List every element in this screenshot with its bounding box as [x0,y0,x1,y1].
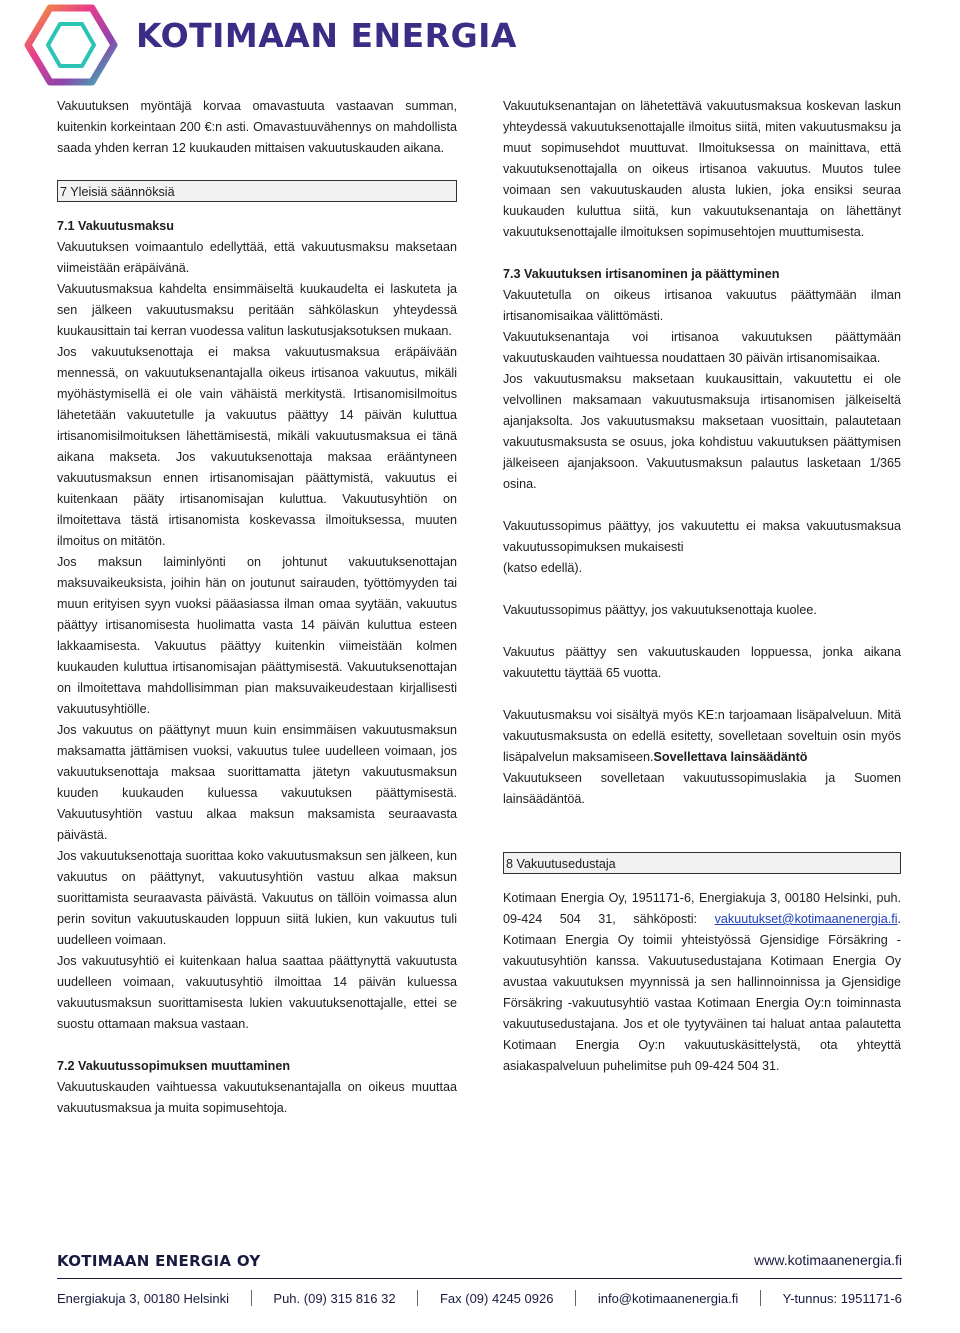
paragraph: Jos vakuutuksenottaja suorittaa koko vakuutusmaksun sen jälkeen, kun vakuutus on päättynyt, vakuutusyhtiön vastuu alkaa maksun suorittamista seuraavasta päivästä. Vakuutus on tällöin voimassa alun perin sovitun vakuutuskauden loppuun siitä lukien, kun vakuutus tuli uudelleen voimaan. [57,849,457,947]
right-column [503,96,901,1077]
section-8-heading: 8 Vakuutusedustaja [503,852,901,874]
paragraph: Jos vakuutusyhtiö ei kuitenkaan halua saattaa päättynyttä vakuutusta uudelleen voimaan, vakuutusyhtiö ilmoittaa 14 päivän kuluessa vakuutusmaksun suorittamisesta lukien vakuutuksenottajalle, ettei se suostu ottamaan maksua vastaan. [57,954,457,1031]
brand-logo-icon [22,2,120,88]
section-7-1-heading: 7.1 Vakuutusmaksu [57,219,174,233]
paragraph-text: Kotimaan Energia Oy, 1951171-6, Energiakuja 3, 00180 Helsinki, puh. 09-424 504 31, sähköposti: [503,891,901,926]
footer-separator [417,1290,418,1306]
left-column [57,96,457,1119]
footer-company-name: KOTIMAAN ENERGIA OY [57,1252,261,1270]
paragraph [503,705,901,768]
footer-separator [251,1290,252,1306]
footer-fax: Fax (09) 4245 0926 [439,1290,554,1306]
footer-phone: Puh. (09) 315 816 32 [273,1290,396,1306]
footer-separator [575,1290,576,1306]
footer-business-id: Y-tunnus: 1951171-6 [782,1290,902,1306]
footer-address: Energiakuja 3, 00180 Helsinki [57,1290,229,1306]
paragraph: Vakuutuskauden vaihtuessa vakuutuksenantajalla on oikeus muuttaa vakuutusmaksua ja muita sopimusehtoja. [57,1080,457,1115]
paragraph: Vakuutuksenantajan on lähetettävä vakuutusmaksua koskevan laskun yhteydessä vakuutuksenottajalle ilmoitus siitä, miten vakuutusmaksu ja muut sopimusehdot muuttuvat. Ilmoituksessa on mainittava, että vakuutuksenottajalla on oikeus irtisanoa vakuutus. Muutos tulee voimaan sen vakuutuskauden alusta lukien, joka ensiksi seuraa kuukauden kuluttua siitä, kun vakuutuksenantaja on lähettänyt vakuutuksenottajalle ilmoituksen sopimusehtojen muuttumisesta. [503,99,901,239]
paragraph: Vakuutus päättyy sen vakuutuskauden loppuessa, jonka aikana vakuutettu täyttää 65 vuotta. [503,645,901,680]
paragraph: Jos vakuutusmaksu maksetaan kuukausittain, vakuutettu ei ole velvollinen maksamaan vakuutusmaksuja irtisanomisen jälkeiseltä ajanjaksolta. Jos vakuutusmaksu maksetaan vuosittain, palautetaan vakuutusmaksusta se osuus, joka kohdistuu vakuutuksen päättymisen jälkeiseen ajanjaksoon. Vakuutusmaksun palautus lasketaan 1/365 osina. [503,372,901,491]
paragraph: Vakuutetulla on oikeus irtisanoa vakuutus päättymään ilman irtisanomisaikaa välittömästi. [503,288,901,323]
section-7-2-heading: 7.2 Vakuutussopimuksen muuttaminen [57,1059,291,1073]
page-header [0,0,960,90]
section-7-heading: 7 Yleisiä säännöksiä [57,180,457,202]
paragraph: Vakuutussopimus päättyy, jos vakuutettu ei maksa vakuutusmaksua vakuutussopimuksen mukaisesti [503,519,901,554]
footer-website-link[interactable]: www.kotimaanenergia.fi [754,1252,902,1268]
paragraph [503,888,901,1077]
email-link[interactable]: vakuutukset@kotimaanenergia.fi [714,912,898,926]
intro-paragraph: Vakuutuksen myöntäjä korvaa omavastuuta vastaavan summan, kuitenkin korkeintaan 200 €:n asti. Omavastuuvähennys on mahdollista saada yhden kerran 12 kuukauden mittaisen vakuutuskauden aikana. [57,99,457,155]
section-7-3-heading: 7.3 Vakuutuksen irtisanominen ja päättyminen [503,267,780,281]
footer-email[interactable]: info@kotimaanenergia.fi [597,1290,739,1306]
applicable-law-heading: Sovellettava lainsäädäntö [653,750,808,764]
footer-contacts [57,1284,902,1312]
paragraph: Vakuutukseen sovelletaan vakuutussopimuslakia ja Suomen lainsäädäntöä. [503,771,901,806]
paragraph: (katso edellä). [503,561,583,575]
paragraph: Jos maksun laiminlyönti on johtunut vakuutuksenottajan maksuvaikeuksista, joihin hän on joutunut sairauden, työttömyyden tai muun erityisen syyn vuoksi pääasiassa ilman omaa syytään, vakuutus päättyy irtisanomisesta huolimatta vasta 14 päivän kuluttua esteen lakkaamisesta. Vakuutus päättyy kuitenkin viimeistään kolmen kuukauden kuluttua irtisanomisajan päättymisestä. Vakuutuksenottajan on ilmoitettava mahdollisimman pian maksuvaikeudestaan kirjallisesti vakuutusyhtiölle. [57,555,457,716]
paragraph: Vakuutuksen voimaantulo edellyttää, että vakuutusmaksu maksetaan viimeistään eräpäivänä. [57,240,457,275]
page-footer [0,1230,960,1333]
footer-divider [57,1278,902,1279]
footer-separator [760,1290,761,1306]
paragraph-text: Vakuutusmaksu voi sisältyä myös KE:n tarjoamaan lisäpalveluun. Mitä vakuutusmaksusta on edellä esitetty, sovelletaan soveltuin osin myös lisäpalvelun maksamiseen. [503,708,901,764]
paragraph: Jos vakuutus on päättynyt muun kuin ensimmäisen vakuutusmaksun maksamatta jättämisen vuoksi, vakuutus tulee uudelleen voimaan, jos vakuutuksenottaja maksaa suorittamatta jätetyn vakuutusmaksun kuuden kuukauden kuluessa vakuutuksen päättymisestä. Vakuutusyhtiön vastuu alkaa maksun maksamista seuraavasta päivästä. [57,723,457,842]
paragraph: Vakuutussopimus päättyy, jos vakuutuksenottaja kuolee. [503,603,817,617]
paragraph-text: . Kotimaan Energia Oy toimii yhteistyössä Gjensidige Försäkring -vakuutusyhtiön kanssa. Vakuutusedustajana Kotimaan Energia Oy avustaa vakuutuksen myynnissä ja sen hallinnoinnissa ja Gjensidige Försäkring -vakuutusyhtiö vastaa Kotimaan Energia Oy:n toiminnasta vakuutusedustajana. Jos et ole tyytyväinen tai haluat antaa palautetta Kotimaan Energia Oy:n vakuutuskäsittelystä, ota yhteyttä asiakaspalveluun puhelimitse puh 09-424 504 31. [503,912,901,1073]
brand-name: KOTIMAAN ENERGIA [136,16,517,55]
paragraph: Jos vakuutuksenottaja ei maksa vakuutusmaksua eräpäivään mennessä, on vakuutuksenantajalla oikeus irtisanoa vakuutus, mikäli myöhästymisellä ei ole vain vähäistä merkitystä. Irtisanomisilmoitus lähetetään vakuutetulle ja vakuutus päättyy 14 päivän kuluttua irtisanomisilmoituksen lähettämisestä, mikäli vakuutusmaksua ei tänä aikana makseta. Jos vakuutuksenottaja maksaa erääntyneen vakuutusmaksun ennen irtisanomisajan päättymistä, vakuutus ei kuitenkaan pääty irtisanomisajan kuluttua. Vakuutusyhtiön on ilmoitettava tästä irtisanomista koskevassa ilmoituksessa, muuten ilmoitus on mitätön. [57,345,457,548]
paragraph: Vakuutuksenantaja voi irtisanoa vakuutuksen päättymään vakuutuskauden vaihtuessa noudattaen 30 päivän irtisanomisaikaa. [503,330,901,365]
paragraph: Vakuutusmaksua kahdelta ensimmäiseltä kuukaudelta ei laskuteta ja sen jälkeen vakuutusmaksu peritään sähkölaskun yhteydessä kuukausittain tai kerran vuodessa valitun laskutusjaksotuksen mukaan. [57,282,457,338]
